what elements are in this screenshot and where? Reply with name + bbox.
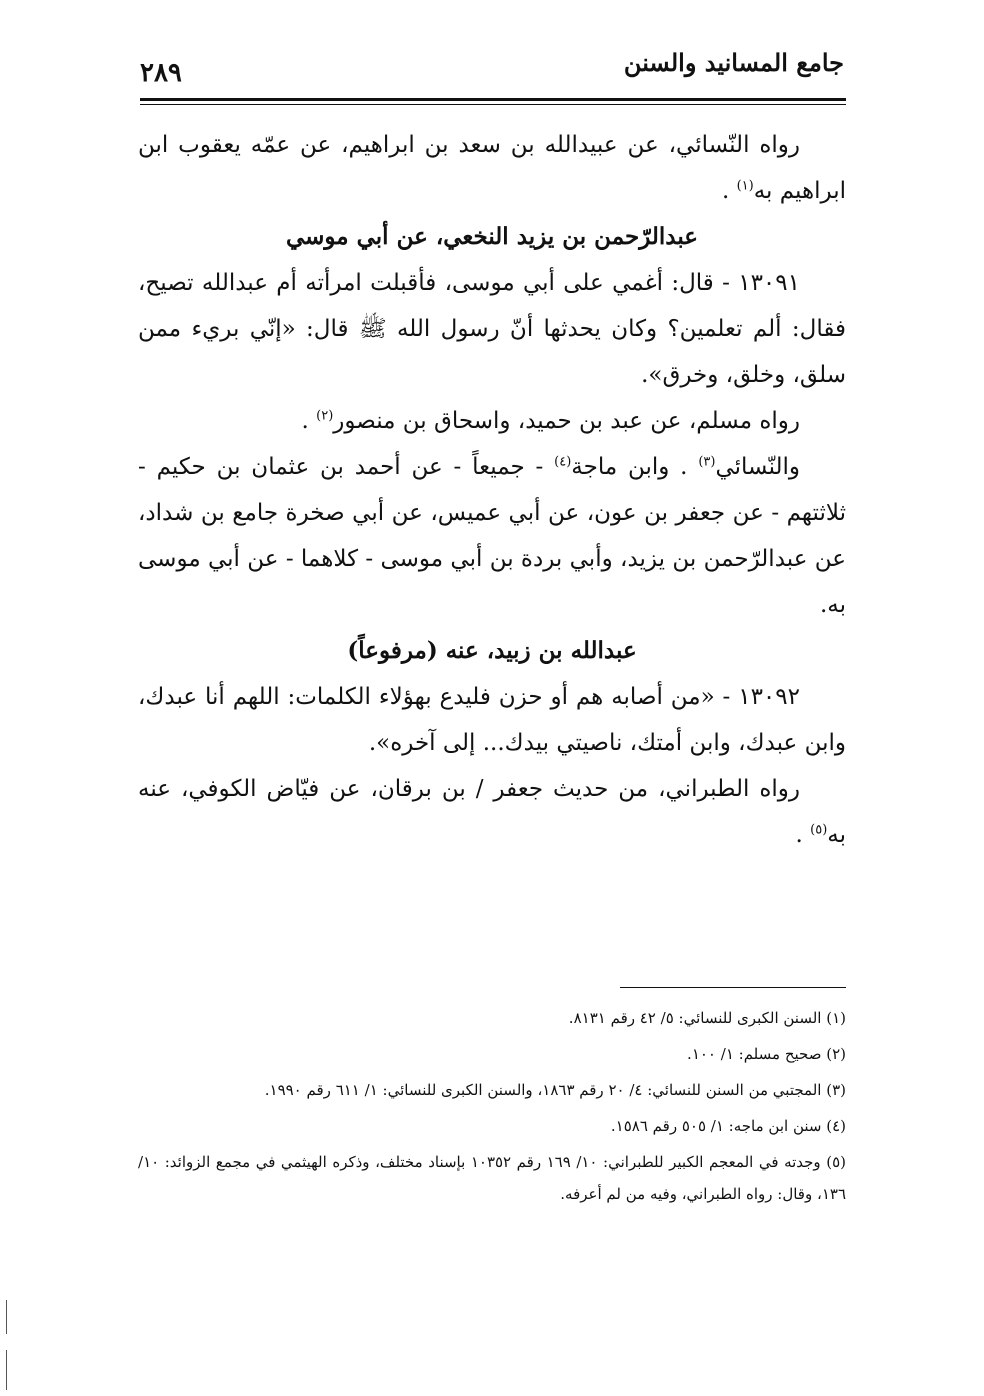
paragraph-end: . bbox=[301, 408, 309, 434]
scan-edge-mark bbox=[6, 1300, 7, 1334]
section-heading-abdulrahman: عبدالرّحمن بن يزيد النخعي، عن أبي موسي bbox=[285, 223, 699, 250]
footnote-ref-3: (٣) bbox=[698, 454, 716, 470]
paragraph-end: . bbox=[721, 178, 730, 204]
paragraph-text-b: . وابن ماجة bbox=[571, 454, 688, 480]
footnotes bbox=[138, 1002, 846, 1214]
paragraph-riwaya-nasai bbox=[138, 122, 846, 214]
page-number: ٢٨٩ bbox=[140, 58, 182, 88]
hadith-13092: ١٣٠٩٢ - «من أصابه هم أو حزن فليدع بهؤلاء الكلمات: اللهم أنا عبدك، وابن عبدك، وابن أمتك، ناصيتي بيدك... إلى آخره». bbox=[138, 684, 846, 756]
paragraph-end: . bbox=[795, 822, 803, 848]
footnote-5: (٥) وجدته في المعجم الكبير للطبراني: ١٠/ ١٦٩ رقم ١٠٣٥٢ بإسناد مختلف، وذكره الهيثمي في مجمع الزوائد: ١٠/ ١٣٦، وقال: رواه الطبراني، وفيه من لم أعرفه. bbox=[138, 1153, 846, 1203]
main-text bbox=[138, 122, 846, 858]
header-rule-thin bbox=[140, 104, 846, 105]
scan-edge-mark bbox=[6, 1350, 7, 1390]
paragraph-riwaya-muslim bbox=[138, 398, 846, 444]
header-rule-thick bbox=[140, 98, 846, 101]
paragraph-text: رواه النّسائي، عن عبيدالله بن سعد بن ابراهيم، عن عمّه يعقوب ابن ابراهيم به bbox=[138, 132, 846, 204]
footnote-3: (٣) المجتبي من السنن للنسائي: ٤/ ٢٠ رقم ١٨٦٣، والسنن الكبرى للنسائي: ١/ ٦١١ رقم ١٩٩٠. bbox=[264, 1081, 846, 1099]
paragraph-isnad bbox=[138, 444, 846, 628]
footnote-ref-1: (١) bbox=[736, 178, 754, 194]
section-heading-abdullah: عبدالله بن زبيد، عنه (مرفوعاً) bbox=[347, 637, 637, 664]
footnote-ref-5: (٥) bbox=[810, 822, 828, 838]
paragraph-riwaya-tabarani bbox=[138, 766, 846, 858]
footnote-ref-2: (٢) bbox=[316, 408, 334, 424]
running-header-title: جامع المسانيد والسنن bbox=[623, 48, 844, 77]
paragraph-text-a: والنّسائي bbox=[715, 454, 801, 480]
footnote-2: (٢) صحيح مسلم: ١/ ١٠٠. bbox=[687, 1045, 846, 1063]
footnote-1: (١) السنن الكبرى للنسائي: ٥/ ٤٢ رقم ٨١٣١. bbox=[568, 1009, 846, 1027]
footnote-separator bbox=[620, 987, 846, 988]
footnote-ref-4: (٤) bbox=[554, 454, 572, 470]
paragraph-text: رواه الطبراني، من حديث جعفر / بن برقان، عن فيّاض الكوفي، عنه به bbox=[138, 776, 846, 848]
paragraph-text-c: - جميعاً - عن أحمد بن عثمان بن حكيم - ثلاثتهم - عن جعفر بن عون، عن أبي عميس، عن أبي صخرة جامع بن شداد، عن عبدالرّحمن بن يزيد، وأبي بردة بن أبي موسى - كلاهما - عن أبي موسى به. bbox=[138, 454, 846, 618]
hadith-13091: ١٣٠٩١ - قال: أغمي على أبي موسى، فأقبلت امرأته أم عبدالله تصيح، فقال: ألم تعلمين؟ وكان يحدثها أنّ رسول الله ﷺ قال: «إنّي بريء ممن سلق، وخلق، وخرق». bbox=[138, 270, 846, 388]
footnote-4: (٤) سنن ابن ماجه: ١/ ٥٠٥ رقم ١٥٨٦. bbox=[610, 1117, 846, 1135]
paragraph-text: رواه مسلم، عن عبد بن حميد، واسحاق بن منصور bbox=[333, 408, 800, 434]
